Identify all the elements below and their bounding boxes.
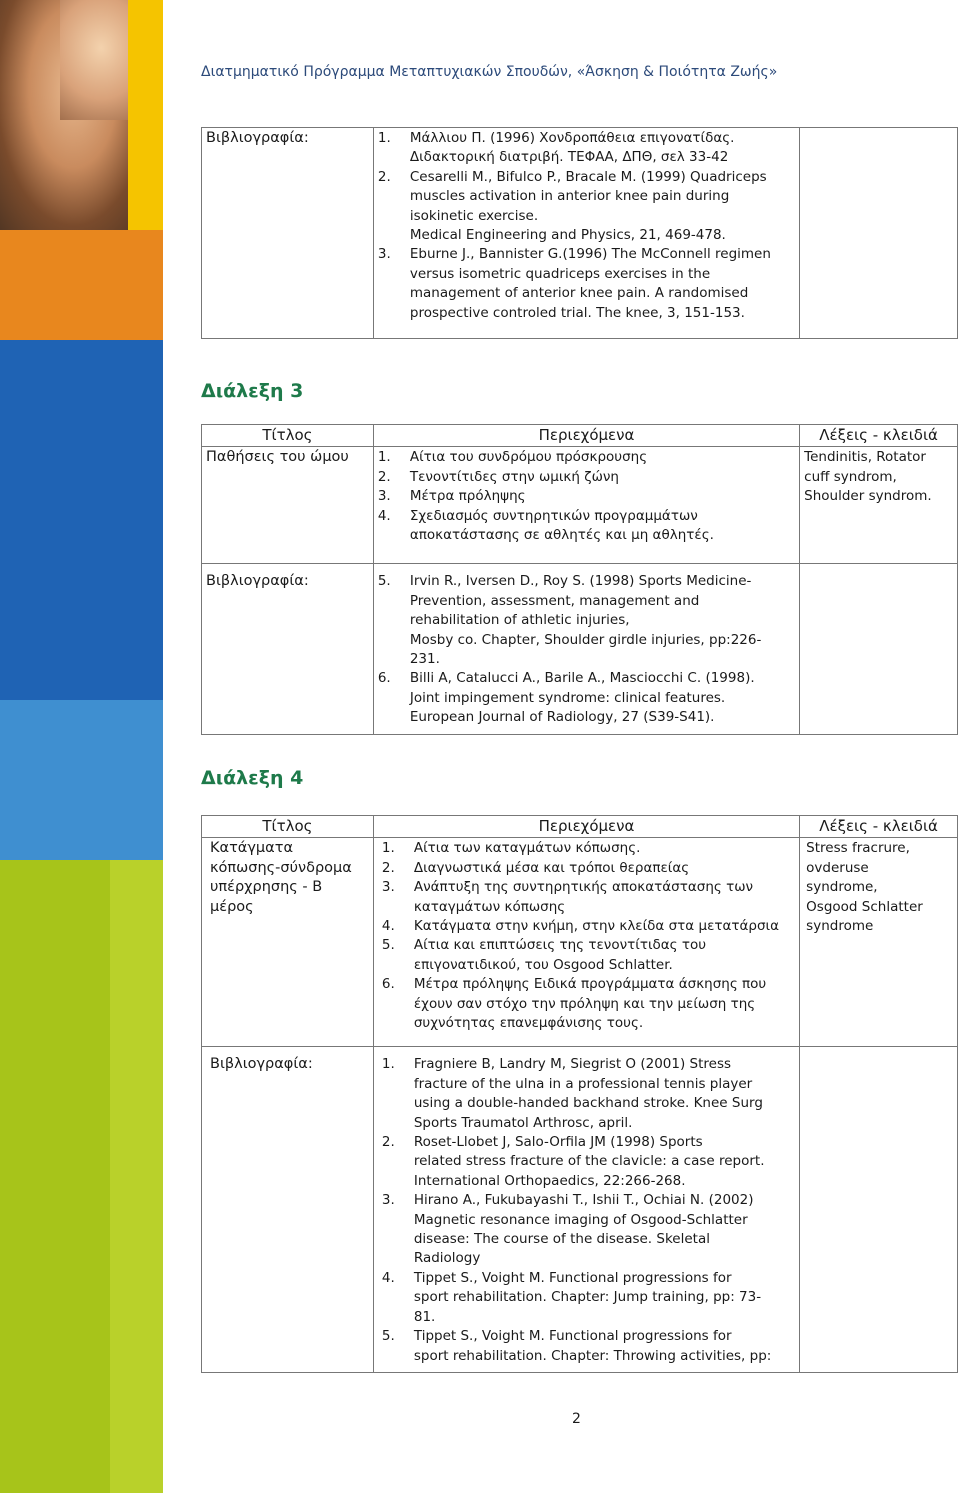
item-line: Billi A, Catalucci A., Barile A., Masciocchi C. (1998). bbox=[409, 670, 755, 687]
lecture-title-lines bbox=[210, 839, 369, 917]
item-line: International Orthopaedics, 22:266-268. bbox=[413, 1172, 686, 1189]
list-item bbox=[378, 669, 795, 727]
list-item bbox=[382, 1133, 795, 1191]
table-row bbox=[202, 838, 958, 1047]
bibliography-cell bbox=[373, 564, 799, 734]
item-line: fracture of the ulna in a professional tennis player bbox=[413, 1075, 753, 1092]
column-header-title: Τίτλος bbox=[202, 425, 374, 447]
reference-list bbox=[378, 572, 795, 727]
item-line: Διαγνωστικά μέσα και τρόποι θεραπείας bbox=[413, 859, 690, 876]
lecture-4-title: Διάλεξη 4 bbox=[201, 767, 304, 789]
bibliography-label: Βιβλιογραφία: bbox=[202, 564, 374, 734]
list-item bbox=[378, 448, 795, 467]
item-number: 1. bbox=[377, 449, 391, 466]
reference-list bbox=[382, 1055, 795, 1366]
column-header-keywords: Λέξεις - κλειδιά bbox=[800, 425, 958, 447]
item-number: 1. bbox=[381, 1056, 395, 1073]
item-line: Fragniere B, Landry M, Siegrist O (2001) Stress bbox=[413, 1056, 732, 1073]
item-line: sport rehabilitation. Chapter: Jump training, pp: 73- bbox=[413, 1289, 762, 1306]
item-number: 2. bbox=[377, 168, 391, 185]
empty-cell bbox=[800, 1047, 958, 1373]
list-item bbox=[382, 859, 795, 878]
item-line: sport rehabilitation. Chapter: Throwing activities, pp: bbox=[413, 1347, 772, 1364]
keywords-cell bbox=[800, 447, 958, 564]
column-header-contents: Περιεχόμενα bbox=[373, 425, 799, 447]
contents-list bbox=[378, 448, 795, 545]
table-header-row bbox=[202, 425, 958, 447]
item-line: management of anterior knee pain. A randomised bbox=[409, 285, 749, 302]
list-item bbox=[378, 572, 795, 669]
text-line: syndrome, bbox=[806, 879, 878, 896]
item-line: Ανάπτυξη της συντηρητικής αποκατάστασης των bbox=[413, 879, 754, 896]
list-item bbox=[382, 917, 795, 936]
lecture-4-table bbox=[201, 815, 958, 1373]
item-number: 4. bbox=[381, 918, 395, 935]
table-row bbox=[202, 128, 958, 339]
text-line: Tendinitis, Rotator bbox=[804, 449, 926, 466]
item-line: Tippet S., Voight M. Functional progressions for bbox=[413, 1269, 732, 1286]
item-line: αποκατάστασης σε αθλητές και μη αθλητές. bbox=[409, 527, 714, 544]
item-line: Αίτια του συνδρόμου πρόσκρουσης bbox=[409, 449, 648, 466]
item-line: Joint impingement syndrome: clinical features. bbox=[409, 689, 726, 706]
list-item bbox=[382, 878, 795, 917]
keywords-cell bbox=[800, 838, 958, 1047]
item-number: 4. bbox=[381, 1269, 395, 1286]
text-line: μέρος bbox=[210, 898, 254, 915]
list-item bbox=[382, 975, 795, 1033]
item-number: 5. bbox=[381, 1328, 395, 1345]
text-line: cuff syndrom, bbox=[804, 468, 897, 485]
item-number: 6. bbox=[377, 670, 391, 687]
item-number: 3. bbox=[381, 879, 395, 896]
bibliography-label: Βιβλιογραφία: bbox=[202, 128, 374, 339]
table-row bbox=[202, 447, 958, 564]
item-line: επιγονατιδικού, του Osgood Schlatter. bbox=[413, 956, 673, 973]
bibliography-table-1 bbox=[201, 127, 958, 339]
contents-list bbox=[382, 839, 795, 1033]
item-number: 3. bbox=[381, 1192, 395, 1209]
item-line: συχνότητας επανεμφάνισης τους. bbox=[413, 1015, 644, 1032]
item-line: related stress fracture of the clavicle: a case report. bbox=[413, 1153, 765, 1170]
item-number: 2. bbox=[377, 468, 391, 485]
item-line: muscles activation in anterior knee pain during bbox=[409, 188, 730, 205]
column-header-title: Τίτλος bbox=[202, 816, 374, 838]
text-line: υπέρχρησης - Β bbox=[210, 879, 323, 896]
item-line: Διδακτορική διατριβή. ΤΕΦΑΑ, ΔΠΘ, σελ 33-42 bbox=[409, 149, 729, 166]
table-row bbox=[202, 1047, 958, 1373]
item-line: Eburne J., Bannister G.(1996) The McConnell regimen bbox=[409, 246, 771, 263]
list-item bbox=[378, 245, 795, 323]
item-number: 1. bbox=[377, 130, 391, 146]
list-item bbox=[382, 936, 795, 975]
list-item bbox=[382, 1327, 795, 1366]
list-item bbox=[378, 487, 795, 506]
orange-band bbox=[0, 230, 163, 350]
text-line: syndrome bbox=[806, 918, 874, 935]
list-item bbox=[378, 129, 795, 168]
list-item bbox=[382, 1269, 795, 1327]
list-item bbox=[378, 168, 795, 246]
item-line: Irvin R., Iversen D., Roy S. (1998) Sports Medicine- bbox=[409, 573, 752, 590]
list-item bbox=[378, 507, 795, 546]
item-number: 3. bbox=[377, 488, 391, 505]
item-line: Αίτια και επιπτώσεις της τενοντίτιδας του bbox=[413, 937, 707, 954]
contents-cell bbox=[373, 838, 799, 1047]
item-line: Hirano A., Fukubayashi T., Ishii T., Ochiai N. (2002) bbox=[413, 1192, 754, 1209]
light-blue-band bbox=[0, 700, 163, 880]
yellow-band bbox=[128, 0, 163, 260]
item-line: isokinetic exercise. bbox=[409, 207, 539, 224]
item-line: rehabilitation of athletic injuries, bbox=[409, 612, 630, 629]
text-line: κόπωσης-σύνδρομα bbox=[210, 859, 352, 876]
bibliography-cell bbox=[373, 128, 799, 339]
item-line: Tippet S., Voight M. Functional progressions for bbox=[413, 1328, 732, 1345]
item-line: Cesarelli M., Bifulco P., Bracale M. (1999) Quadriceps bbox=[409, 168, 767, 185]
item-line: Prevention, assessment, management and bbox=[409, 592, 700, 609]
keywords-list bbox=[806, 839, 953, 936]
item-line: Μέτρα πρόληψης bbox=[409, 488, 526, 505]
item-line: Σχεδιασμός συντηρητικών προγραμμάτων bbox=[409, 507, 698, 524]
text-line: Κατάγματα bbox=[210, 840, 294, 857]
item-line: Magnetic resonance imaging of Osgood-Schlatter bbox=[413, 1211, 748, 1228]
item-line: 81. bbox=[413, 1308, 436, 1325]
contents-cell bbox=[373, 447, 799, 564]
item-number: 1. bbox=[381, 840, 395, 857]
item-line: prospective controled trial. The knee, 3, 151-153. bbox=[409, 304, 745, 321]
item-line: versus isometric quadriceps exercises in the bbox=[409, 265, 711, 282]
item-line: European Journal of Radiology, 27 (S39-S41). bbox=[409, 709, 715, 726]
item-number: 3. bbox=[377, 246, 391, 263]
lecture-title-cell bbox=[202, 838, 374, 1047]
column-header-contents: Περιεχόμενα bbox=[373, 816, 799, 838]
list-item bbox=[382, 839, 795, 858]
item-line: Medical Engineering and Physics, 21, 469-478. bbox=[409, 227, 726, 244]
list-item bbox=[382, 1055, 795, 1133]
item-line: using a double-handed backhand stroke. Knee Surg bbox=[413, 1095, 763, 1112]
item-line: disease: The course of the disease. Skeletal bbox=[413, 1231, 710, 1248]
item-line: Roset-Llobet J, Salo-Orfila JM (1998) Sports bbox=[413, 1134, 703, 1151]
item-line: Τενοντίτιδες στην ωμική ζώνη bbox=[409, 468, 619, 485]
item-number: 2. bbox=[381, 1134, 395, 1151]
item-line: Αίτια των καταγμάτων κόπωσης. bbox=[413, 840, 641, 857]
item-line: Μάλλιου Π. (1996) Χονδροπάθεια επιγονατίδας. bbox=[409, 130, 735, 146]
item-line: έχουν σαν στόχο την πρόληψη και την μείωση της bbox=[413, 995, 756, 1012]
text-line: Shoulder syndrom. bbox=[804, 488, 932, 505]
lecture-title-cell: Παθήσεις του ώμου bbox=[202, 447, 374, 564]
keywords-list bbox=[804, 448, 953, 506]
item-line: 231. bbox=[409, 651, 440, 668]
item-line: καταγμάτων κόπωσης bbox=[413, 898, 566, 915]
text-line: Stress fracrure, bbox=[806, 840, 910, 857]
blue-band bbox=[0, 340, 163, 760]
page-header: Διατμηματικό Πρόγραμμα Μεταπτυχιακών Σπουδών, «Άσκηση & Ποιότητα Ζωής» bbox=[201, 64, 778, 80]
item-line: Μέτρα πρόληψης Ειδικά προγράμματα άσκησης που bbox=[413, 976, 767, 993]
decorative-photo-strip bbox=[0, 0, 163, 1493]
page-number: 2 bbox=[572, 1411, 581, 1427]
text-line: Osgood Schlatter bbox=[806, 898, 923, 915]
item-number: 6. bbox=[381, 976, 395, 993]
light-green-band bbox=[110, 860, 163, 1493]
table-row bbox=[202, 564, 958, 734]
item-line: Radiology bbox=[413, 1250, 481, 1267]
item-number: 4. bbox=[377, 507, 391, 524]
bibliography-cell bbox=[373, 1047, 799, 1373]
item-number: 5. bbox=[377, 573, 391, 590]
bibliography-label: Βιβλιογραφία: bbox=[202, 1047, 374, 1373]
item-number: 5. bbox=[381, 937, 395, 954]
list-item bbox=[378, 468, 795, 487]
item-line: Κατάγματα στην κνήμη, στην κλείδα στα μετατάρσια bbox=[413, 918, 780, 935]
item-line: Sports Traumatol Arthrosc, april. bbox=[413, 1114, 633, 1131]
table-header-row bbox=[202, 816, 958, 838]
lecture-3-table bbox=[201, 424, 958, 735]
empty-cell bbox=[800, 128, 958, 339]
empty-cell bbox=[800, 564, 958, 734]
list-item bbox=[382, 1191, 795, 1269]
reference-list bbox=[378, 129, 795, 323]
column-header-keywords: Λέξεις - κλειδιά bbox=[800, 816, 958, 838]
text-line: ovderuse bbox=[806, 859, 869, 876]
item-number: 2. bbox=[381, 859, 395, 876]
lecture-3-title: Διάλεξη 3 bbox=[201, 380, 304, 402]
item-line: Mosby co. Chapter, Shoulder girdle injuries, pp:226- bbox=[409, 631, 762, 648]
